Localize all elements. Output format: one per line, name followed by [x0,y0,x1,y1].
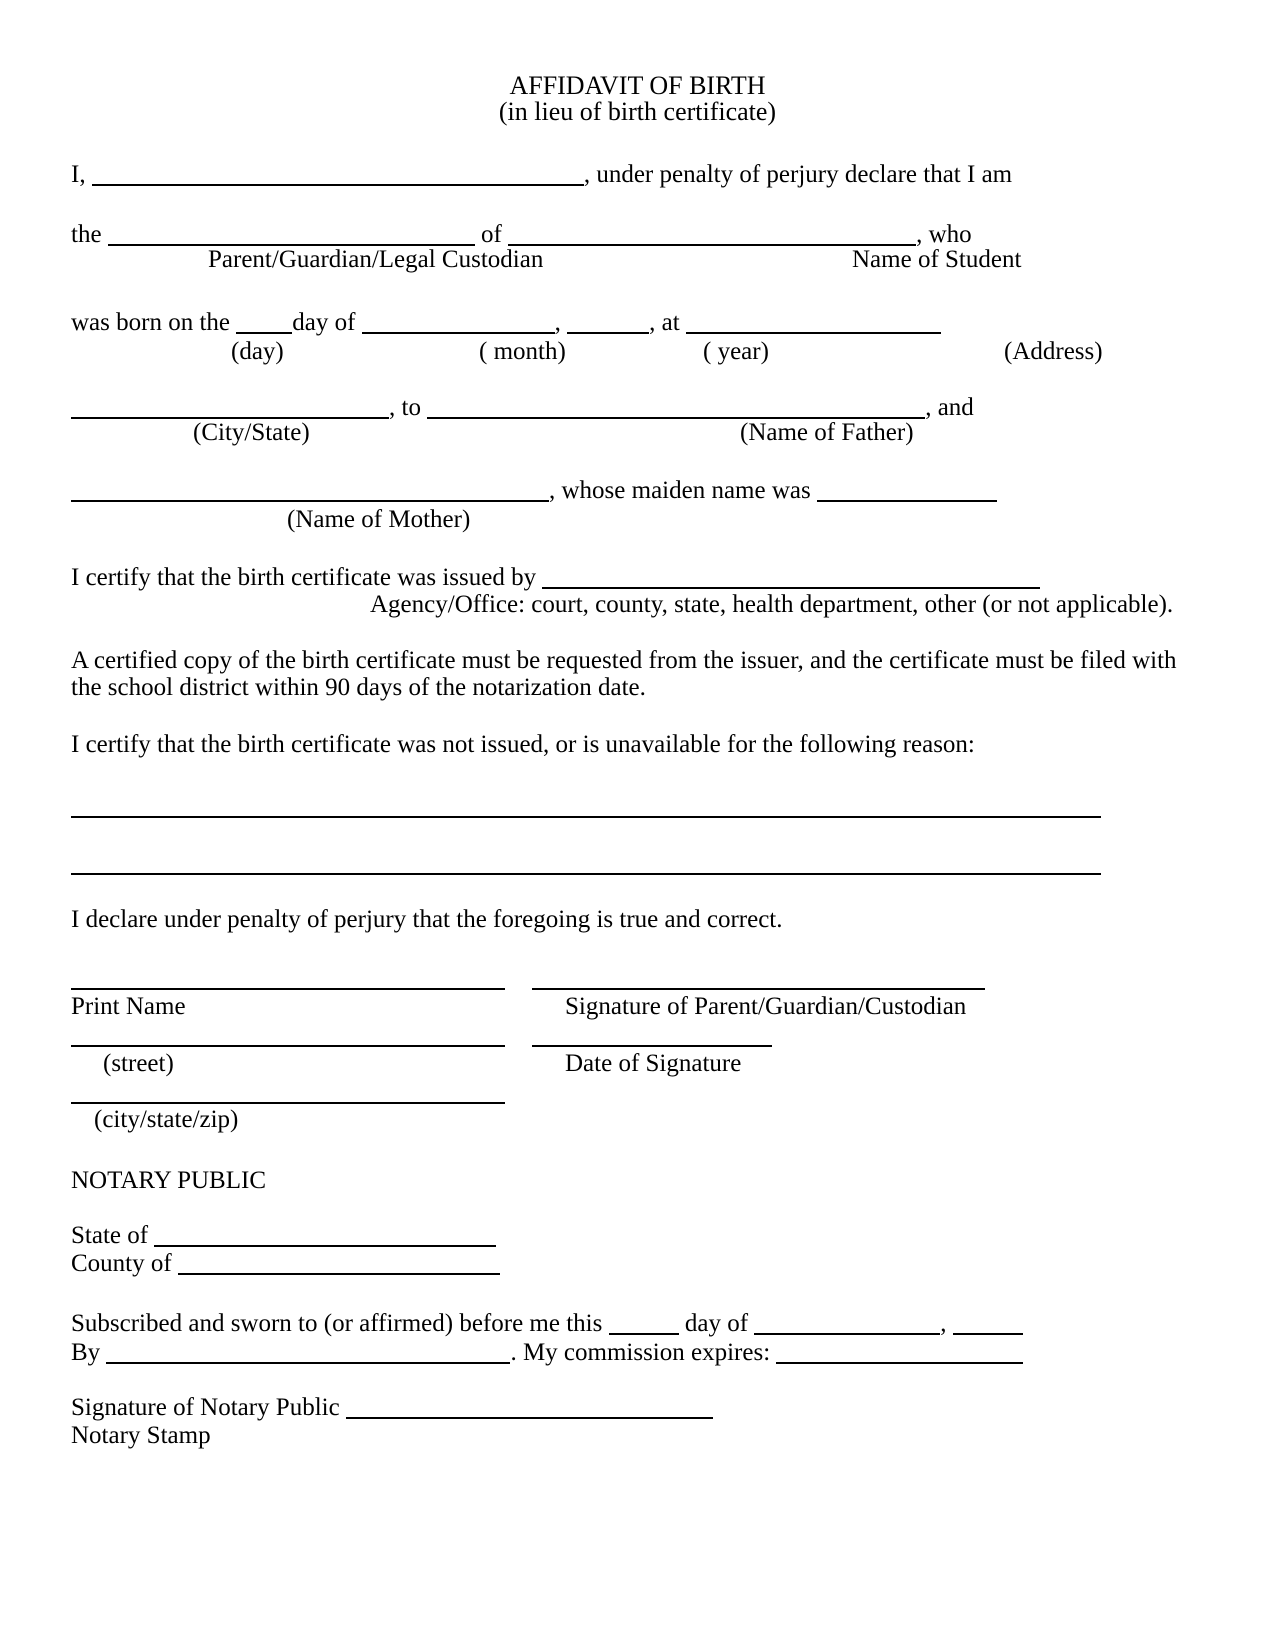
reason-fill-line-2 [71,873,1101,875]
day-fill-line [236,332,292,334]
origin-and: , and [925,394,974,421]
month-label: ( month) [479,338,566,365]
notary-heading-line [71,1166,266,1195]
not-issued-text: I certify that the birth certificate was not issued, or is unavailable for the following reason: [71,731,975,758]
intro-pre: I, [71,161,86,188]
relation-post: , who [916,221,972,248]
print-name-fill-line [71,988,505,990]
city-state-zip-label: (city/state/zip) [94,1106,239,1133]
relation-mid: of [481,221,502,248]
notary-year-fill-line [953,1333,1023,1335]
origin-line [71,393,974,422]
intro-post: , under penalty of perjury declare that I am [583,161,1013,188]
commission-text: . My commission expires: [510,1339,771,1366]
notary-county-line [71,1249,500,1278]
issued-pre: I certify that the birth certificate was issued by [71,564,537,591]
document-header [0,73,1275,125]
by-name-fill-line [106,1362,510,1364]
signature-labels-row2 [0,1050,1275,1080]
declaration-line [71,905,783,934]
notary-month-fill-line [754,1333,940,1335]
notary-comma: , [940,1310,947,1337]
street-fill-line [71,1045,505,1047]
birth-labels [0,338,1275,368]
birth-line [71,308,941,337]
notary-stamp-label: Notary Stamp [71,1422,211,1449]
origin-to: , to [389,394,421,421]
father-label: (Name of Father) [740,419,914,446]
date-label: Date of Signature [565,1050,742,1077]
street-label: (street) [103,1050,174,1077]
intro-line [71,160,1012,189]
by-text: By [71,1339,101,1366]
relation-labels [0,246,1275,276]
signature-labels-row1 [0,993,1275,1023]
document-title: AFFIDAVIT OF BIRTH [509,71,766,100]
notary-state-line [71,1221,496,1250]
certified-note-text2: the school district within 90 days of the notarization date. [71,674,646,701]
notary-day-fill-line [609,1333,679,1335]
month-fill-line [362,332,555,334]
notary-signature-fill-line [346,1417,713,1419]
document-subtitle: (in lieu of birth certificate) [498,97,777,126]
notary-stamp-line [71,1421,211,1450]
mother-line [71,476,997,505]
maiden-name-fill-line [817,500,997,502]
date-fill-line [532,1045,772,1047]
mother-label: (Name of Mother) [287,506,471,533]
city-state-label: (City/State) [193,419,310,446]
issued-line [71,563,1040,592]
mother-name-fill-line [71,500,549,502]
certified-note-line2 [71,673,646,702]
mother-labels [0,506,1275,536]
notary-signature-line [71,1393,713,1422]
origin-labels [0,419,1275,449]
affiant-name-fill-line [92,184,584,186]
agency-note: Agency/Office: court, county, state, health department, other (or not applicable). [370,591,1174,618]
county-fill-line [178,1273,500,1275]
notary-by-line [71,1338,1023,1367]
relation-pre: the [71,221,102,248]
agency-note-line [370,590,1173,619]
student-label: Name of Student [852,246,1022,273]
agency-fill-line [542,587,1040,589]
print-name-label: Print Name [71,993,186,1020]
birth-at: , at [649,309,680,336]
notary-signature-label: Signature of Notary Public [71,1394,340,1421]
state-of-text: State of [71,1222,149,1249]
address-label: (Address) [1004,338,1103,365]
reason-fill-line-1 [71,816,1101,818]
county-of-text: County of [71,1250,172,1277]
notary-heading: NOTARY PUBLIC [71,1167,267,1194]
signature-fill-line [532,988,985,990]
certified-note-text1: A certified copy of the birth certificate must be requested from the issuer, and the certificate must be filed with [71,647,1177,674]
custodian-label: Parent/Guardian/Legal Custodian [208,246,544,273]
state-fill-line [154,1245,496,1247]
certified-note-line1 [71,646,1177,675]
mother-mid: , whose maiden name was [549,477,811,504]
notary-subscribed-line [71,1309,1023,1338]
year-label: ( year) [703,338,769,365]
notary-day-of-text: day of [684,1310,749,1337]
commission-date-fill-line [776,1362,1023,1364]
city-state-zip-fill-line [71,1102,505,1104]
address-fill-line [686,332,941,334]
day-label: (day) [231,338,284,365]
birth-pre: was born on the [71,309,230,336]
declaration-text: I declare under penalty of perjury that the foregoing is true and correct. [71,906,783,933]
relation-line [71,220,972,249]
birth-day-of: day of [292,309,356,336]
birth-comma: , [554,309,561,336]
subscribed-text: Subscribed and sworn to (or affirmed) before me this [71,1310,603,1337]
signature-labels-row3 [0,1106,1275,1136]
not-issued-line [71,730,975,759]
signature-label: Signature of Parent/Guardian/Custodian [565,993,967,1020]
year-fill-line [567,332,649,334]
